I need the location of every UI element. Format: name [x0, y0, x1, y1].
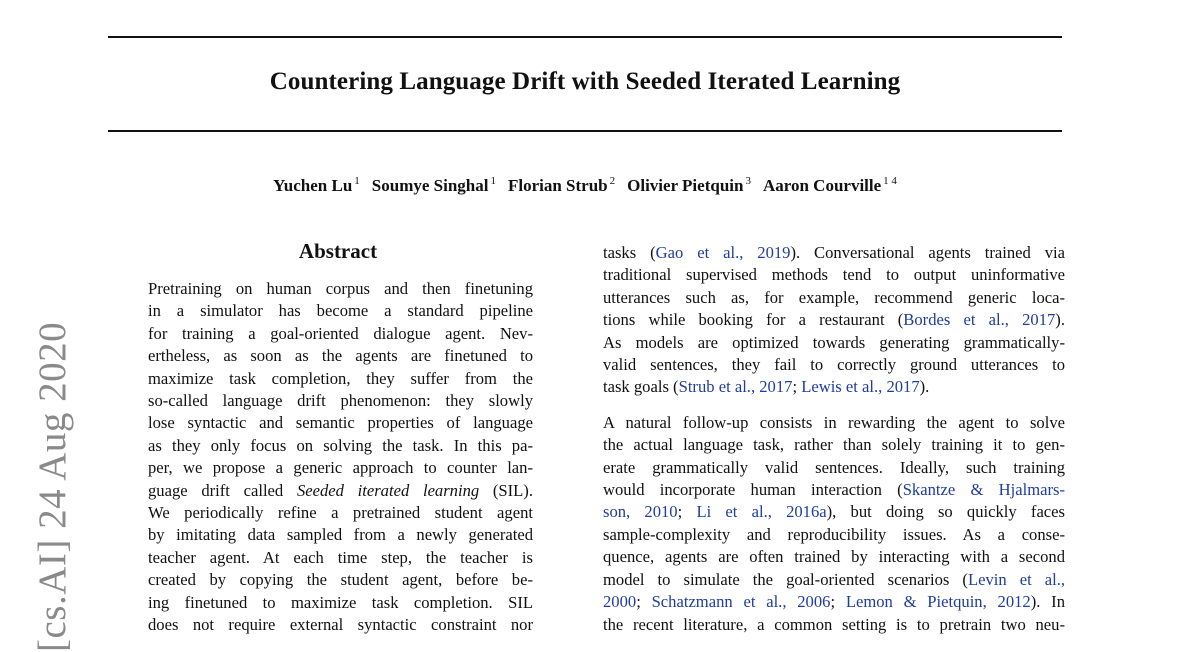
text-line: sample-complexity and reproducibility issues. As a conse-	[603, 524, 1065, 544]
title-top-rule	[108, 36, 1062, 38]
text-line: erate grammatically valid sentences. Ideally, such training	[603, 457, 1065, 477]
text-line: task goals (Strub et al., 2017; Lewis et al., 2017).	[603, 377, 930, 397]
author-3	[508, 176, 615, 195]
text-line: would incorporate human interaction (Skantze & Hjalmars-	[603, 480, 1065, 500]
abstract-line: for training a goal-oriented dialogue agent. Nev-	[148, 323, 533, 343]
author-affiliation: 1	[354, 175, 360, 187]
abstract-line: We periodically refine a pretrained student agent	[148, 503, 533, 523]
author-5	[763, 176, 897, 195]
author-name: Olivier Pietquin	[627, 175, 744, 195]
intro-paragraph-2	[603, 412, 1065, 636]
citation-link[interactable]: Gao et al., 2019	[655, 243, 791, 262]
author-list	[108, 175, 1062, 196]
author-affiliation: 3	[745, 175, 751, 187]
citation-link[interactable]: Strub et al., 2017	[678, 377, 793, 397]
text-line: model to simulate the goal-oriented scenarios (Levin et al.,	[603, 569, 1065, 589]
citation-link[interactable]: son, 2010	[603, 502, 678, 522]
citation-link[interactable]: Skantze & Hjalmars-	[902, 480, 1065, 500]
abstract-line: by imitating data sampled from a newly generated	[148, 525, 533, 545]
citation-link[interactable]: Lemon & Pietquin, 2012	[845, 592, 1031, 612]
text-line: son, 2010; Li et al., 2016a), but doing so quickly faces	[603, 502, 1065, 522]
text-line: tions while booking for a restaurant (Bordes et al., 2017).	[603, 310, 1065, 330]
abstract-line: does not require external syntactic constraint nor	[148, 615, 533, 635]
abstract-line: ing finetuned to maximize task completion. SIL	[148, 592, 533, 612]
author-affiliation: 2	[609, 175, 616, 187]
abstract-line: maximize task completion, they suffer from the	[148, 368, 533, 388]
text-line: tasks (Gao et al., 2019). Conversational agents trained via	[603, 243, 1065, 262]
arxiv-stamp: [cs.AI] 24 Aug 2020	[31, 321, 74, 652]
citation-link[interactable]: 2000	[603, 592, 637, 612]
title-bottom-rule	[108, 130, 1062, 132]
citation-link[interactable]: Levin et al.,	[967, 569, 1065, 589]
text-line: the actual language task, rather than solely training it to gen-	[603, 435, 1065, 455]
intro-paragraph-1	[603, 242, 1065, 399]
text-line: valid sentences, they fail to correctly ground utterances to	[603, 355, 1065, 375]
abstract-line: so-called language drift phenomenon: they slowly	[148, 391, 533, 411]
paper-title: Countering Language Drift with Seeded Iterated Learning	[269, 68, 901, 95]
text-line: traditional supervised methods tend to output uninformative	[603, 265, 1065, 285]
text-line: utterances such as, for example, recommend generic loca-	[603, 287, 1065, 307]
citation-link[interactable]: Lewis et al., 2017	[801, 377, 920, 397]
author-name: Florian Strub	[507, 175, 608, 195]
author-4	[627, 176, 751, 195]
abstract-heading: Abstract	[298, 239, 378, 263]
abstract-line: as they only focus on solving the task. In this pa-	[148, 435, 533, 455]
abstract-body	[148, 278, 533, 637]
text-line: A natural follow-up consists in rewarding the agent to solve	[603, 412, 1065, 432]
author-name: Yuchen Lu	[273, 175, 353, 195]
abstract-line: Pretraining on human corpus and then finetuning	[148, 279, 533, 298]
text-line: As models are optimized towards generating grammatically-	[603, 332, 1065, 352]
abstract-line: guage drift called Seeded iterated learning (SIL).	[148, 480, 533, 500]
abstract-line: created by copying the student agent, before be-	[148, 570, 533, 590]
abstract-line: teacher agent. At each time step, the teacher is	[148, 547, 533, 567]
author-1	[273, 176, 360, 195]
author-affiliation: 1	[490, 175, 496, 187]
author-name: Aaron Courville	[762, 175, 882, 195]
author-affiliation: 1 4	[883, 175, 897, 187]
citation-link[interactable]: Schatzmann et al., 2006	[651, 592, 831, 612]
text-line: quence, agents are often trained by interacting with a second	[603, 547, 1065, 567]
citation-link[interactable]: Bordes et al., 2017	[903, 310, 1056, 330]
text-line: 2000; Schatzmann et al., 2006; Lemon & Pietquin, 2012). In	[603, 592, 1065, 612]
author-name: Soumye Singhal	[371, 175, 489, 195]
citation-link[interactable]: Li et al., 2016a	[696, 502, 827, 522]
abstract-line: ertheless, as soon as the agents are finetuned to	[148, 346, 533, 366]
introduction-column	[603, 242, 1065, 636]
text-line: the recent literature, a common setting is to pretrain two neu-	[603, 614, 1065, 634]
author-2	[372, 176, 496, 195]
emphasis: Seeded iterated learning	[296, 480, 480, 500]
abstract-line: in a simulator has become a standard pipeline	[148, 301, 533, 321]
abstract-line: per, we propose a generic approach to counter lan-	[148, 458, 533, 478]
abstract-line: lose syntactic and semantic properties of language	[148, 413, 533, 433]
